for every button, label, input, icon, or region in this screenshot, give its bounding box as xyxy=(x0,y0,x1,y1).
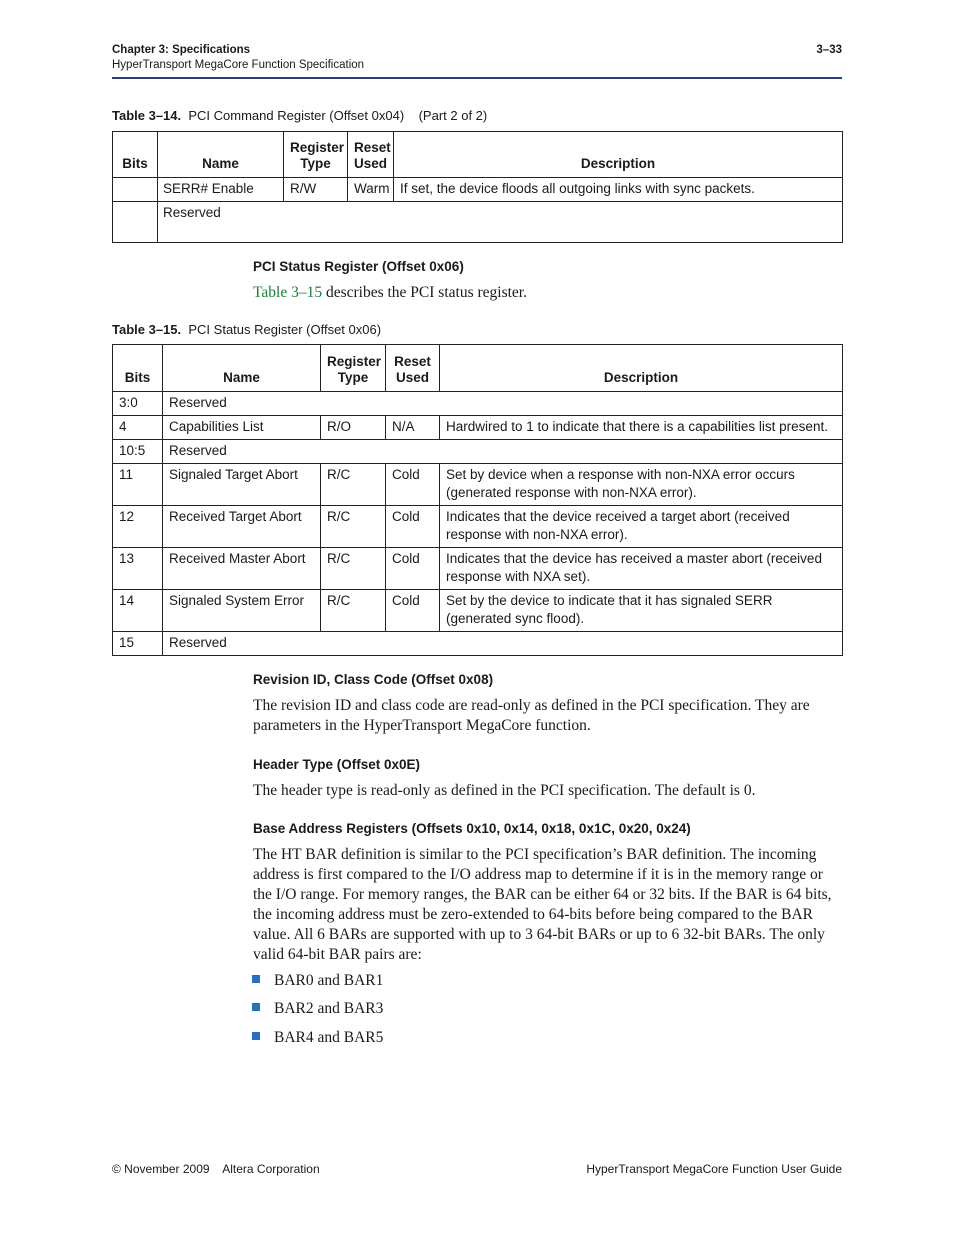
name-cell: Signaled Target Abort xyxy=(163,464,321,506)
section-text-bars: The HT BAR definition is similar to the PCI specification’s BAR definition. The incoming address is first compared to the I/O address map to determine if it is in the memory range or the I/O range. For memory ranges, the BAR can be either 64 or 32 bits. If the BAR is 64 bits, the incoming address must be zero-extended to 64-bits before being compared to the BAR value. All 6 BARs are supported with up to 3 64-bit BARs or up to 6 32-bit BARs. The only valid 64-bit BAR pairs are: xyxy=(253,846,832,963)
section-heading-bars: Base Address Registers (Offsets 0x10, 0x14, 0x18, 0x1C, 0x20, 0x24) xyxy=(253,821,691,836)
table-row xyxy=(113,178,843,202)
link-sentence: describes the PCI status register. xyxy=(322,284,527,301)
bits-cell: 4 xyxy=(113,416,163,440)
list-item xyxy=(252,1000,383,1018)
name-cell: Received Target Abort xyxy=(163,506,321,548)
table-row xyxy=(113,548,843,590)
bits-cell: 10:5 xyxy=(113,440,163,464)
table-link[interactable]: Table 3–15 xyxy=(253,284,323,301)
list-item xyxy=(252,1029,383,1047)
table-row xyxy=(113,202,843,243)
table-14-caption-label: Table 3–14. xyxy=(112,108,182,123)
name-cell: Capabilities List xyxy=(163,416,321,440)
table-row xyxy=(113,506,843,548)
description-cell: If set, the device floods all outgoing links with sync packets. xyxy=(394,178,843,202)
type-cell: R/C xyxy=(321,506,386,548)
bits-cell: 11 xyxy=(113,464,163,506)
reset-cell: Cold xyxy=(386,464,440,506)
table-row xyxy=(113,416,843,440)
name-cell: Reserved xyxy=(163,440,843,464)
section-heading-revision-id: Revision ID, Class Code (Offset 0x08) xyxy=(253,672,494,687)
table-14-caption-text: PCI Command Register (Offset 0x04) (Part 2 of 2) xyxy=(188,108,488,123)
reset-cell: N/A xyxy=(386,416,440,440)
table-14 xyxy=(112,131,843,243)
description-cell: Indicates that the device has received a master abort (received response with NXA set). xyxy=(440,548,843,590)
bullet-text: BAR2 and BAR3 xyxy=(274,1000,384,1017)
table-15-header-bits: Bits xyxy=(113,345,163,392)
description-cell: Indicates that the device received a target abort (received response with non-NXA error). xyxy=(440,506,843,548)
name-cell: Reserved xyxy=(163,632,843,656)
table-15-caption-label: Table 3–15. xyxy=(112,322,182,337)
type-cell: R/C xyxy=(321,548,386,590)
type-cell: R/O xyxy=(321,416,386,440)
table-15-header-type: Register Type xyxy=(321,345,386,392)
bullet-square-icon xyxy=(252,975,260,983)
section-heading-header-type: Header Type (Offset 0x0E) xyxy=(253,757,421,772)
chapter-title: Chapter 3: Specifications xyxy=(112,44,251,56)
section-text-pci-status xyxy=(253,283,845,303)
table-14-header-name: Name xyxy=(158,132,284,178)
table-15 xyxy=(112,344,843,656)
type-cell: R/C xyxy=(321,464,386,506)
header-rule xyxy=(112,77,842,79)
bits-cell xyxy=(113,202,158,243)
footer-copyright: © November 2009 Altera Corporation xyxy=(112,1162,320,1176)
list-item xyxy=(252,972,383,990)
description-cell: Hardwired to 1 to indicate that there is a capabilities list present. xyxy=(440,416,843,440)
table-15-header-name: Name xyxy=(163,345,321,392)
section-heading-pci-status: PCI Status Register (Offset 0x06) xyxy=(253,259,464,274)
name-cell: Received Master Abort xyxy=(163,548,321,590)
type-cell: R/W xyxy=(284,178,348,202)
table-row xyxy=(113,392,843,416)
table-row xyxy=(113,440,843,464)
name-cell: SERR# Enable xyxy=(158,178,284,202)
reset-cell: Cold xyxy=(386,506,440,548)
bits-cell: 3:0 xyxy=(113,392,163,416)
table-14-header-bits: Bits xyxy=(113,132,158,178)
table-15-header-reset: Reset Used xyxy=(386,345,440,392)
table-row xyxy=(113,590,843,632)
table-row xyxy=(113,632,843,656)
table-14-header-type: Register Type xyxy=(284,132,348,178)
description-cell: Set by device when a response with non-NXA error occurs (generated response with non-NXA error). xyxy=(440,464,843,506)
table-15-caption xyxy=(112,322,381,337)
section-text-header-type: The header type is read-only as defined in the PCI specification. The default is 0. xyxy=(253,782,756,799)
page-header xyxy=(112,43,842,73)
table-14-caption xyxy=(112,108,487,123)
name-cell: Reserved xyxy=(163,392,843,416)
name-cell: Signaled System Error xyxy=(163,590,321,632)
bits-cell: 14 xyxy=(113,590,163,632)
bits-cell: 15 xyxy=(113,632,163,656)
bullet-text: BAR0 and BAR1 xyxy=(274,972,384,989)
section-text-revision-id: The revision ID and class code are read-only as defined in the PCI specification. They are parameters in the HyperTransport MegaCore function. xyxy=(253,697,810,734)
table-14-header-description: Description xyxy=(394,132,843,178)
bits-cell: 12 xyxy=(113,506,163,548)
page-number: 3–33 xyxy=(816,44,842,56)
table-14-header-reset: Reset Used xyxy=(348,132,394,178)
type-cell: R/C xyxy=(321,590,386,632)
bullet-square-icon xyxy=(252,1032,260,1040)
reset-cell: Cold xyxy=(386,590,440,632)
reset-cell: Warm xyxy=(348,178,394,202)
bits-cell: 13 xyxy=(113,548,163,590)
footer-guide-title: HyperTransport MegaCore Function User Guide xyxy=(586,1162,842,1176)
bullet-text: BAR4 and BAR5 xyxy=(274,1029,384,1046)
bullet-square-icon xyxy=(252,1003,260,1011)
reset-cell: Cold xyxy=(386,548,440,590)
document-subtitle: HyperTransport MegaCore Function Specification xyxy=(112,59,365,71)
name-cell: Reserved xyxy=(158,202,843,243)
table-row xyxy=(113,464,843,506)
description-cell: Set by the device to indicate that it has signaled SERR (generated sync flood). xyxy=(440,590,843,632)
page-footer xyxy=(112,1162,842,1176)
table-15-header-description: Description xyxy=(440,345,843,392)
bits-cell xyxy=(113,178,158,202)
table-15-caption-text: PCI Status Register (Offset 0x06) xyxy=(188,322,382,337)
